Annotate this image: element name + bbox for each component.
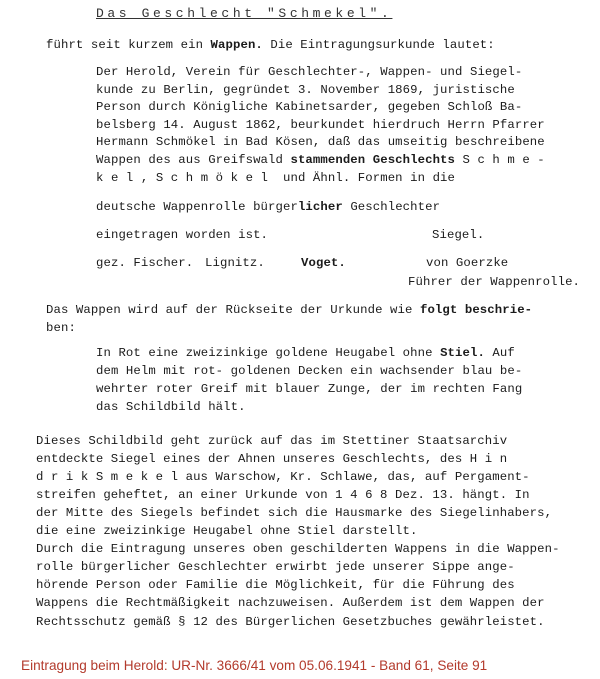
certificate-line: Der Herold, Verein für Geschlechter-, Wappen- und Siegel- (96, 65, 523, 79)
certificate-line: Person durch Königliche Kabinetsarder, gegeben Schloß Ba- (96, 100, 523, 114)
document-title: Das Geschlecht "Schmekel". (96, 6, 393, 21)
certificate-line: Hermann Schmökel in Bad Kösen, daß das umseitig beschreibene (96, 135, 545, 149)
certificate-bold: licher (297, 200, 343, 214)
intro-text: führt seit kurzem ein (46, 38, 211, 52)
blazon-line: dem Helm mit rot- goldenen Decken ein wachsender blau be- (96, 364, 523, 378)
history-line: Rechtsschutz gemäß § 12 des Bürgerlichen Gesetzbuches gewährleistet. (36, 615, 545, 629)
history-line: Durch die Eintragung unseres oben geschilderten Wappens in die Wappen- (36, 542, 560, 556)
certificate-line (96, 154, 545, 166)
signature-lignitz: Lignitz. (205, 256, 265, 270)
certificate-line (96, 201, 440, 213)
certificate-line: k e l , S c h m ö k e l und Ähnl. Formen in die (96, 171, 456, 185)
history-line: hörende Person oder Familie die Möglichkeit, für die Führung des (36, 578, 515, 592)
history-line: rolle bürgerlicher Geschlechter erwirbt jede unserer Sippe ange- (36, 560, 515, 574)
history-line: entdeckte Siegel eines der Ahnen unseres Geschlechts, des H i n (36, 452, 508, 466)
description-text: Das Wappen wird auf der Rückseite der Urkunde wie (46, 303, 420, 317)
description-line (46, 304, 532, 316)
certificate-text: S c h m e - (455, 153, 545, 167)
signature-voget: Voget. (301, 256, 346, 270)
certificate-seal: Siegel. (432, 228, 485, 242)
intro-wappen: Wappen. (210, 38, 263, 52)
certificate-registered: eingetragen worden ist. (96, 228, 269, 242)
description-line: ben: (46, 321, 76, 335)
certificate-line: kunde zu Berlin, gegründet 3. November 1869, juristische (96, 83, 515, 97)
signature-role: Führer der Wappenrolle. (408, 275, 581, 289)
blazon-bold: Stiel. (440, 346, 485, 360)
blazon-text: In Rot eine zweizinkige goldene Heugabel ohne (96, 346, 441, 360)
certificate-bold: stammenden Geschlechts (290, 153, 456, 167)
certificate-line: belsberg 14. August 1862, beurkundet hierdruch Herrn Pfarrer (96, 118, 545, 132)
history-line: der Mitte des Siegels befindet sich die Hausmarke des Siegelinhabers, (36, 506, 553, 520)
history-line: streifen geheftet, an einer Urkunde von 1 4 6 8 Dez. 13. hängt. In (36, 488, 530, 502)
intro-text-end: Die Eintragungsurkunde lautet: (262, 38, 495, 52)
history-line: Wappens die Rechtmäßigkeit nachzuweisen. Außerdem ist dem Wappen der (36, 596, 545, 610)
blazon-line (96, 347, 515, 359)
herold-caption: Eintragung beim Herold: UR-Nr. 3666/41 vom 05.06.1941 - Band 61, Seite 91 (21, 658, 488, 673)
signature-goerzke: von Goerzke (426, 256, 509, 270)
blazon-text: Auf (484, 346, 515, 360)
blazon-line: das Schildbild hält. (96, 400, 246, 414)
signature-fischer: gez. Fischer. (96, 256, 194, 270)
certificate-text: deutsche Wappenrolle bürger (96, 200, 298, 214)
history-line: Dieses Schildbild geht zurück auf das im Stettiner Staatsarchiv (36, 434, 508, 448)
intro-line (46, 39, 495, 51)
blazon-line: wehrter roter Greif mit blauer Zunge, der im rechten Fang (96, 382, 523, 396)
history-line: die eine zweizinkige Heugabel ohne Stiel darstellt. (36, 524, 418, 538)
description-bold: folgt beschrie- (419, 303, 533, 317)
certificate-text: Wappen des aus Greifswald (96, 153, 291, 167)
history-line: d r i k S m e k e l aus Warschow, Kr. Schlawe, das, auf Pergament- (36, 470, 530, 484)
certificate-text: Geschlechter (342, 200, 441, 214)
